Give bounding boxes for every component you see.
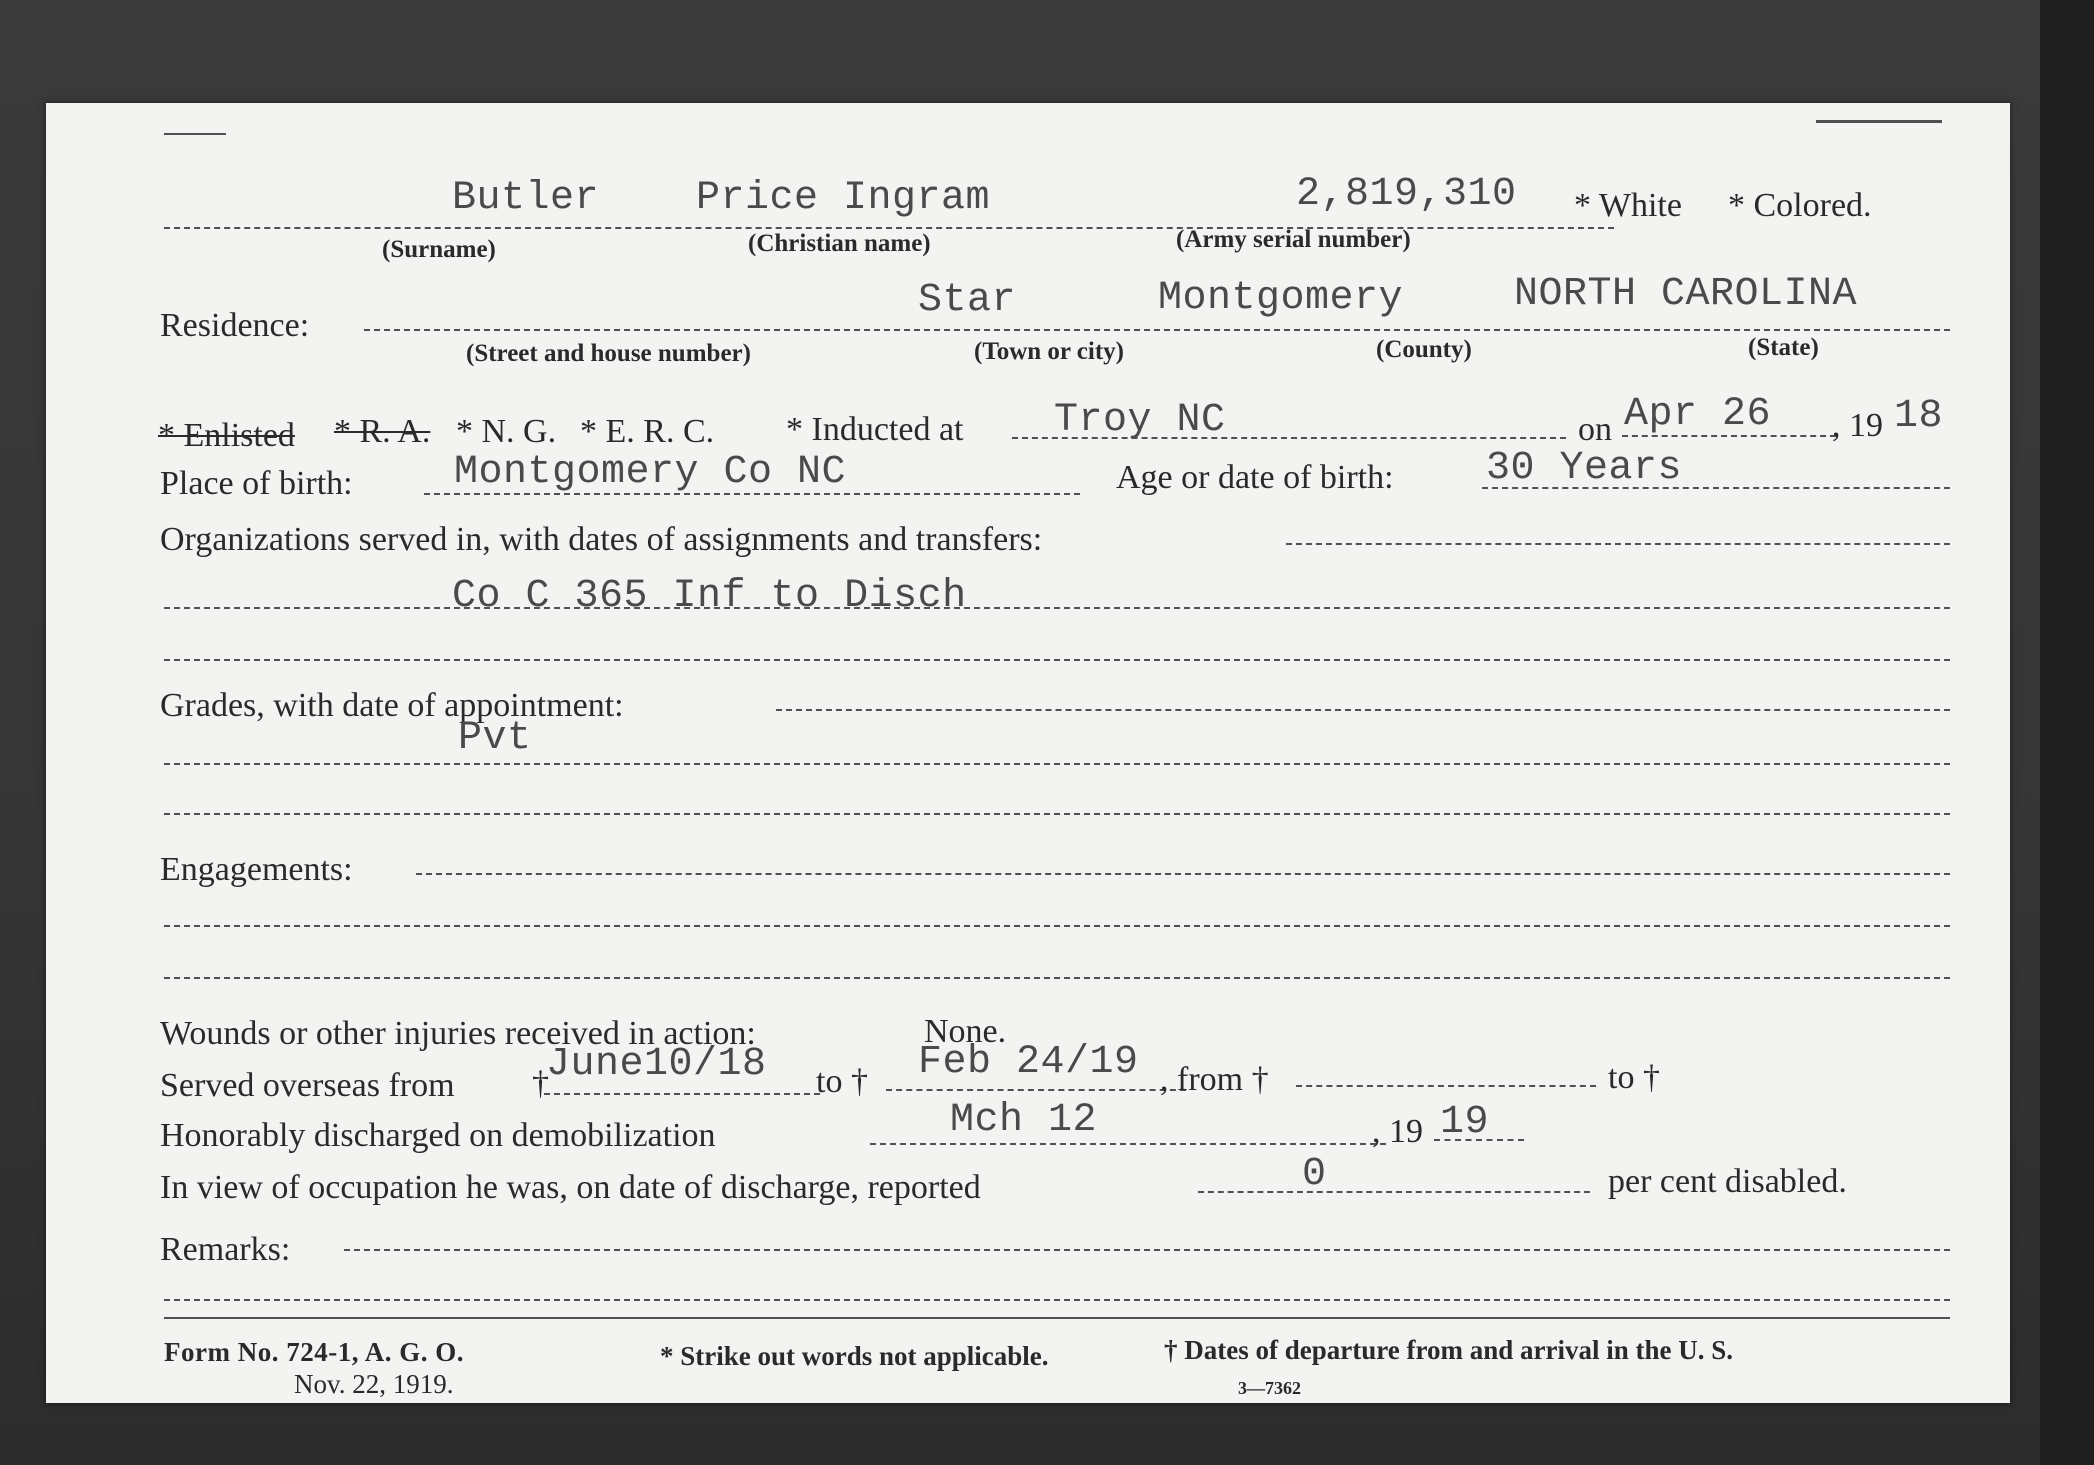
state-value: NORTH CAROLINA [1514,272,1858,317]
grades-label: Grades, with date of appointment: [160,687,624,724]
dates-note: † Dates of departure from and arrival in the U. S. [1164,1335,1733,1365]
disability-label: In view of occupation he was, on date of discharge, reported [160,1169,981,1206]
remarks-line-2 [164,1299,1950,1301]
footer-rule [164,1317,1950,1319]
state-caption: (State) [1748,334,1819,361]
organizations-value: Co C 365 Inf to Disch [452,574,967,619]
surname-value: Butler [452,176,600,221]
age-label: Age or date of birth: [1116,459,1394,496]
age-value: 30 Years [1486,446,1683,491]
top-left-rule [164,133,226,135]
overseas-from-line [544,1093,820,1095]
engagements-line-1 [416,873,1950,875]
discharge-date-value: Mch 12 [950,1098,1098,1143]
print-code: 3—7362 [1238,1378,1301,1398]
induction-year-value: 18 [1894,394,1944,439]
engagements-label: Engagements: [160,851,353,888]
inducted-line [1012,437,1566,439]
ra-label: * R. A. [334,413,431,450]
enlisted-label: * Enlisted [158,417,295,454]
discharge-year-prefix: , 19 [1372,1113,1423,1150]
town-caption: (Town or city) [974,338,1124,365]
discharge-date-line [870,1143,1386,1145]
inducted-label: * Inducted at [786,411,964,448]
colored-label: * Colored. [1728,187,1872,224]
card-number-rule [1816,120,1942,123]
residence-label: Residence: [160,307,310,344]
overseas-dagger: † [532,1065,549,1102]
overseas-to-date: Feb 24/19 [918,1040,1139,1085]
place-of-birth-label: Place of birth: [160,465,353,502]
white-label: * White [1574,187,1682,224]
inducted-place-value: Troy NC [1054,398,1226,443]
engagements-line-3 [164,977,1950,979]
discharge-year-value: 19 [1440,1100,1490,1145]
overseas-from2-line [1296,1085,1596,1087]
surname-caption: (Surname) [382,236,496,263]
grades-value: Pvt [458,716,532,761]
wounds-label: Wounds or other injuries received in action: [160,1015,756,1052]
remarks-line-1 [344,1249,1950,1251]
grades-line-2 [164,763,1950,765]
overseas-to2-label: to † [1608,1059,1660,1096]
strike-note: * Strike out words not applicable. [660,1341,1049,1371]
grades-line-1 [776,709,1950,711]
discharge-year-line [1434,1139,1524,1141]
grades-line-3 [164,813,1950,815]
on-label: on [1578,411,1612,448]
erc-label: * E. R. C. [580,413,715,450]
form-number: Form No. 724-1, A. G. O. [164,1337,464,1367]
county-caption: (County) [1376,336,1472,363]
organizations-label: Organizations served in, with dates of assignments and transfers: [160,521,1043,558]
place-of-birth-value: Montgomery Co NC [454,450,847,495]
age-line [1482,487,1950,489]
place-of-birth-line [424,493,1080,495]
organizations-line-3 [164,659,1950,661]
scan-edge [2040,0,2094,1465]
disability-value: 0 [1302,1152,1327,1197]
ng-label: * N. G. [456,413,557,450]
wounds-value: None. [924,1013,1007,1050]
organizations-line-1 [1286,543,1950,545]
disability-line [1198,1191,1590,1193]
engagements-line-2 [164,925,1950,927]
organizations-line-2 [164,607,1950,609]
form-date: Nov. 22, 1919. [294,1369,454,1399]
residence-line [364,329,1950,331]
induction-date-value: Apr 26 [1624,392,1772,437]
serial-number-caption: (Army serial number) [1176,226,1411,253]
overseas-from2-label: , from † [1160,1061,1269,1098]
overseas-from-date: June10/18 [546,1042,767,1087]
overseas-label: Served overseas from [160,1067,455,1104]
induction-date-line [1622,435,1836,437]
disability-suffix: per cent disabled. [1608,1163,1847,1200]
serial-number-value: 2,819,310 [1296,172,1517,217]
overseas-to-line [886,1089,1186,1091]
street-caption: (Street and house number) [466,340,751,367]
service-record-card [46,103,2010,1403]
town-value: Star [918,278,1017,323]
christian-name-caption: (Christian name) [748,230,931,257]
christian-name-value: Price Ingram [696,176,991,221]
induction-year-prefix: , 19 [1832,407,1883,444]
remarks-label: Remarks: [160,1231,291,1268]
overseas-to-label: to † [816,1063,868,1100]
discharge-label: Honorably discharged on demobilization [160,1117,716,1154]
county-value: Montgomery [1158,276,1404,321]
